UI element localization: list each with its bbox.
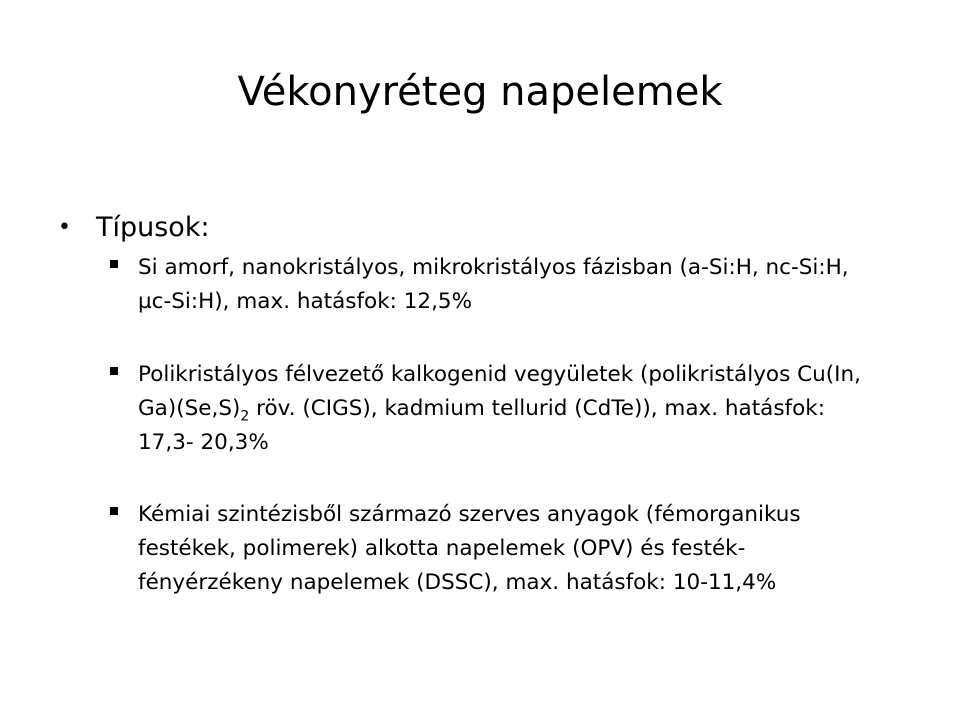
square-bullet-icon bbox=[110, 507, 118, 515]
square-bullet-icon bbox=[110, 260, 118, 268]
list-item-organic bbox=[110, 498, 870, 600]
list-item-polycrystalline bbox=[110, 358, 870, 460]
slide-title: Vékonyréteg napelemek bbox=[237, 69, 723, 115]
list-item-text-part2: röv. (CIGS), kadmium tellurid (CdTe)), max. hatásfok: 17,3- 20,3% bbox=[138, 396, 825, 455]
section-heading bbox=[58, 208, 210, 248]
round-bullet-icon: • bbox=[58, 215, 71, 240]
subscript: 2 bbox=[240, 408, 250, 425]
square-bullet-icon bbox=[110, 367, 118, 375]
list-item-text: Si amorf, nanokristályos, mikrokristályos fázisban (a-Si:H, nc-Si:H, µc-Si:H), max. hatásfok: 12,5% bbox=[138, 255, 849, 314]
list-item-amorphous-si bbox=[110, 251, 870, 319]
list-item-text-part1: Polikristályos félvezető kalkogenid vegyületek (polikristályos Cu(In, Ga)(Se,S) bbox=[138, 362, 861, 421]
section-label: Típusok: bbox=[96, 212, 210, 243]
list-item-text bbox=[138, 358, 870, 460]
list-item-text: Kémiai szintézisből származó szerves anyagok (fémorganikus festékek, polimerek) alkotta napelemek (OPV) és festék-fényérzékeny napelemek (DSSC), max. hatásfok: 10-11,4% bbox=[138, 502, 801, 595]
